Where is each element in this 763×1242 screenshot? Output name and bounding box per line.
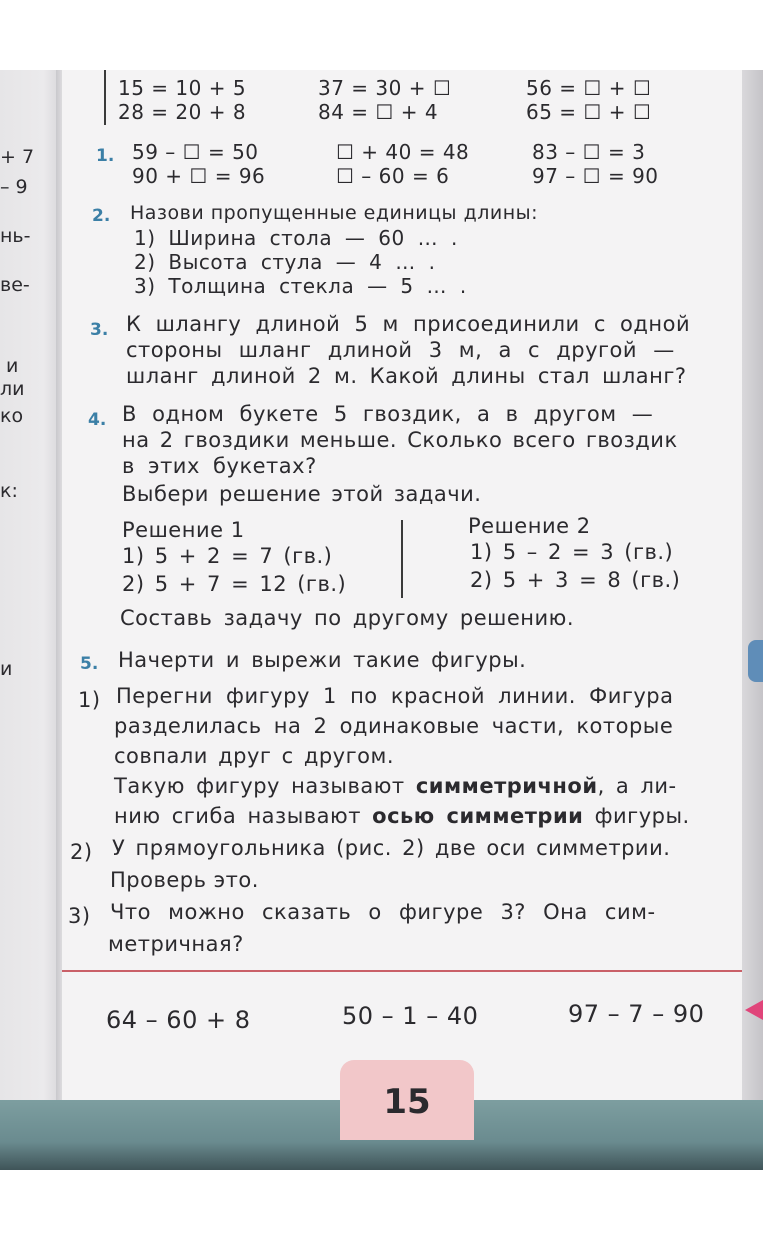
margin-text: ко [0,405,24,427]
bottom-expression: 50 – 1 – 40 [342,1002,479,1030]
bottom-expression: 97 – 7 – 90 [568,1000,705,1028]
paragraph-text: Проверь это. [110,868,259,892]
equation: 83 – ☐ = 3 [532,140,646,164]
page-number: 15 [383,1082,431,1122]
margin-text: – 9 [0,176,28,198]
paragraph-text: метричная? [108,932,244,956]
paragraph-number: 1) [78,688,101,712]
solutions-divider [401,520,403,598]
paragraph-number: 2) [70,840,93,864]
pink-triangle-marker [745,1000,763,1020]
term-axis: осью симметрии [372,804,584,828]
paragraph-text: Что можно сказать о фигуре 3? Она сим- [110,900,656,924]
equation: 65 = ☐ + ☐ [526,100,652,124]
task-text: Составь задачу по другому решению. [120,606,574,630]
task-text: стороны шланг длиной 3 м, а с другой — [126,338,675,362]
task-title: Назови пропущенные единицы длины: [130,202,539,224]
task-text: в этих букетах? [122,454,317,478]
equation: 15 = 10 + 5 [118,76,247,100]
solution-title: Решение 2 [468,514,591,538]
equation: ☐ + 40 = 48 [336,140,470,164]
equation: 56 = ☐ + ☐ [526,76,652,100]
textbook-photo [0,70,763,1170]
paragraph-text: Такую фигуру называют симметричной, а ли- [114,774,677,798]
task-text: на 2 гвоздики меньше. Сколько всего гвоздик [122,428,678,452]
task-item: 1) Ширина стола — 60 … . [134,226,458,250]
paragraph-number: 3) [68,904,91,928]
margin-text: к: [0,480,18,502]
blue-bookmark [748,640,763,682]
solution-step: 1) 5 + 2 = 7 (гв.) [122,544,333,568]
paragraph-text: У прямоугольника (рис. 2) две оси симметрии. [112,836,671,860]
task-number: 4. [88,410,107,430]
task-number: 5. [80,654,99,674]
task-number: 3. [90,320,109,340]
task-text: К шлангу длиной 5 м присоединили с одной [126,312,691,336]
task-text: шланг длиной 2 м. Какой длины стал шланг? [126,364,687,388]
task-text: В одном букете 5 гвоздик, а в другом — [122,402,654,426]
paragraph-text: совпали друг с другом. [114,744,394,768]
solution-step: 2) 5 + 7 = 12 (гв.) [122,572,347,596]
margin-text: ве- [0,274,30,296]
solution-title: Решение 1 [122,518,245,542]
paragraph-text: разделилась на 2 одинаковые части, которые [114,714,674,738]
task-item: 2) Высота стула — 4 … . [134,250,436,274]
term-symmetric: симметричной [415,774,598,798]
margin-text: + 7 [0,146,35,168]
task-text: Выбери решение этой задачи. [122,482,482,506]
task-number: 1. [96,146,115,166]
paragraph-text: Перегни фигуру 1 по красной линии. Фигура [116,684,674,708]
margin-text: и [6,355,19,377]
equation: 59 – ☐ = 50 [132,140,259,164]
margin-text: ли [0,378,25,400]
solution-step: 2) 5 + 3 = 8 (гв.) [470,568,681,592]
bottom-expression: 64 – 60 + 8 [106,1006,251,1034]
paragraph-text: нию сгиба называют осью симметрии фигуры. [114,804,690,828]
equation: ☐ – 60 = 6 [336,164,450,188]
equation: 97 – ☐ = 90 [532,164,659,188]
equation: 37 = 30 + ☐ [318,76,452,100]
margin-text: и [0,658,13,680]
equation: 90 + ☐ = 96 [132,164,266,188]
divider [104,70,106,125]
task-title: Начерти и вырежи такие фигуры. [118,648,527,672]
equation: 84 = ☐ + 4 [318,100,439,124]
equation: 28 = 20 + 8 [118,100,247,124]
solution-step: 1) 5 – 2 = 3 (гв.) [470,540,674,564]
red-separator-line [62,970,742,972]
task-item: 3) Толщина стекла — 5 … . [134,274,467,298]
task-number: 2. [92,206,111,226]
margin-text: нь- [0,225,31,247]
